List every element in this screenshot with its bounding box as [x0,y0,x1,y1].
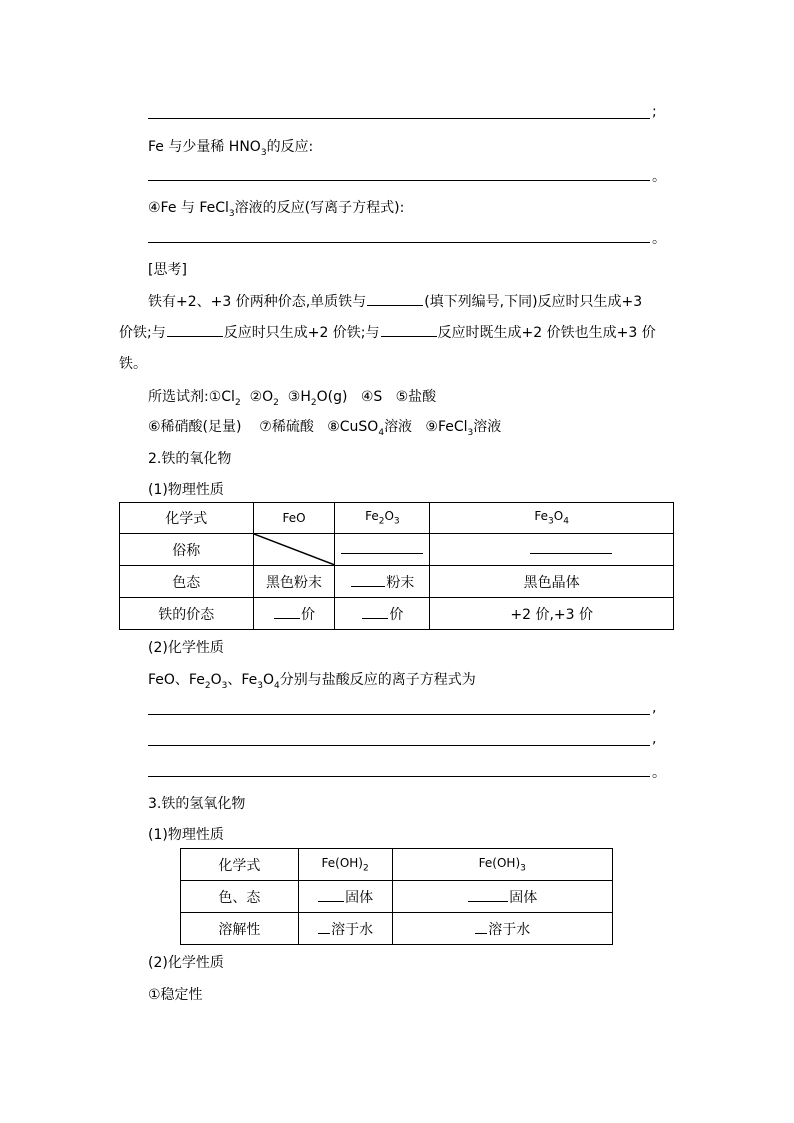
oxide-fe2o3-appearance: 粉末 [335,566,430,598]
reagents-line-1: 所选试剂$:①Cl_2$ $②O_2$ $③H_2O(g)$ ④S ⑤盐酸 [148,389,437,408]
reagents-line-2: ⑥稀硝酸(足量) ⑦稀硫酸 ⑧CuSO$_4$溶液 ⑨FeCl$_3$溶液 [148,419,502,438]
diagonal-cell [253,534,335,566]
hydroxide-row-appearance: 色、态 [181,881,299,913]
oxide-fe2o3-name-cell [335,534,430,566]
hydroxide-header-feoh3: $Fe(OH)_3$ [392,849,612,881]
oxide-header-fe3o4: $Fe_3O_4$ [430,503,674,534]
blank-fill[interactable] [530,552,612,554]
oxide-fe3o4-valence: +2 价,+3 价 [430,598,674,630]
oxide-header-fe2o3: $Fe_2O_3$ [335,503,430,534]
blank-fill[interactable] [351,585,385,587]
diagonal-line [254,534,335,565]
oxide-fe2o3-valence: 价 [335,598,430,630]
hydroxide-feoh2-solubility: 溶于水 [298,913,392,945]
blank-fill[interactable] [468,900,508,902]
think-title: [思考] [148,262,187,278]
answer-line-2 [148,180,650,181]
section-2-chemical: (2)化学性质 [148,640,224,656]
oxide-hcl-prompt: FeO、$Fe_2O_3$、$Fe_3O_4$分别与盐酸反应的离子方程式为 [148,672,476,691]
oxide-header-feo: FeO [253,503,335,534]
blank-fill[interactable] [362,617,388,619]
blank-fill[interactable] [318,900,344,902]
punct-period: 。 [652,231,666,247]
blank-fill[interactable] [367,304,423,306]
hydroxide-feoh3-appearance: 固体 [392,881,612,913]
answer-line-3 [148,242,650,243]
punct-period: 。 [652,169,666,185]
fe-hno3-prompt: Fe 与少量稀 $HNO_3$的反应: [148,139,314,158]
hydroxide-table [180,848,613,945]
blank-fill[interactable] [381,335,437,337]
section-3-chemical: (2)化学性质 [148,955,224,971]
answer-line-6 [148,776,650,777]
punct-comma: , [652,700,657,716]
blank-fill[interactable] [341,552,423,554]
answer-line-1 [148,118,650,119]
think-paragraph-line1: 铁有+2、+3 价两种价态,单质铁与 (填下列编号,下同)反应时只生成+3 [148,294,643,310]
stability-heading: ①稳定性 [148,987,203,1003]
oxide-fe3o4-appearance: 黑色晶体 [430,566,674,598]
section-2-title: 2.铁的氧化物 [148,451,232,467]
section-3-title: 3.铁的氢氧化物 [148,796,246,812]
oxide-feo-valence: 价 [253,598,335,630]
hydroxide-row-solubility: 溶解性 [181,913,299,945]
punct-comma: , [652,731,657,747]
section-3-physical: (1)物理性质 [148,827,224,843]
oxide-row-common-name: 俗称 [120,534,254,566]
blank-fill[interactable] [318,932,330,934]
answer-line-4 [148,714,650,715]
oxide-table [119,502,674,630]
hydroxide-feoh3-solubility: 溶于水 [392,913,612,945]
blank-fill[interactable] [274,617,300,619]
section-2-physical: (1)物理性质 [148,482,224,498]
oxide-feo-appearance: 黑色粉末 [253,566,335,598]
think-paragraph-line2: 价铁;与 反应时只生成+2 价铁;与 反应时既生成+2 价铁也生成+3 价 [119,325,656,341]
oxide-row-valence: 铁的价态 [120,598,254,630]
hydroxide-header-feoh2: $Fe(OH)_2$ [298,849,392,881]
blank-fill[interactable] [167,335,223,337]
think-paragraph-line3: 铁。 [119,356,147,372]
answer-line-5 [148,745,650,746]
punct-period: 。 [652,765,666,781]
hydroxide-feoh2-appearance: 固体 [298,881,392,913]
oxide-fe3o4-name-cell [430,534,674,566]
hydroxide-header-label: 化学式 [181,849,299,881]
blank-fill[interactable] [475,932,487,934]
oxide-header-label: 化学式 [120,503,254,534]
oxide-row-appearance: 色态 [120,566,254,598]
fecl3-prompt: ④Fe 与 FeCl$_3$溶液的反应(写离子方程式): [148,200,405,219]
punct-semicolon: ; [652,104,657,120]
